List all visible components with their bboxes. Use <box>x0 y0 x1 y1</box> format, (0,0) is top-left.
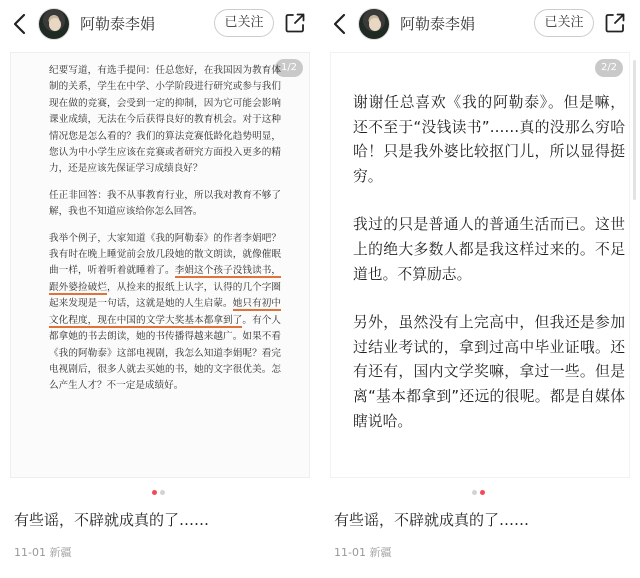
page-indicator: 1/2 <box>275 59 303 77</box>
paragraph: 任正非回答：我不从事教育行业，所以我对教育不够了解，我也不知道应该给你怎么回答。 <box>49 189 281 218</box>
top-bar <box>0 0 320 48</box>
article-text <box>49 63 281 395</box>
image-card[interactable] <box>10 52 310 478</box>
text-span: 。有个人都拿她的书去朗读，她的书传播得越来越广。如果不看《我的阿勒泰》这部电视剧，我怎么知道李娟呢？看完电视剧后，很多人就去买她的书，她的文字很优美。怎么产生人才？不一定是成绩好。 <box>49 314 282 392</box>
share-icon[interactable] <box>604 12 626 34</box>
carousel-dots <box>470 490 490 496</box>
post-caption: 有些谣，不辟就成真的了…… <box>334 511 530 529</box>
article-text <box>353 91 625 458</box>
chevron-left-icon[interactable] <box>328 10 354 38</box>
post-meta: 11-01 新疆 <box>14 546 72 559</box>
share-icon[interactable] <box>284 12 306 34</box>
image-card[interactable] <box>330 52 630 478</box>
carousel-dot-active <box>480 490 485 495</box>
post-caption: 有些谣，不辟就成真的了…… <box>14 511 210 529</box>
carousel-dot <box>160 490 165 495</box>
paragraph: 谢谢任总喜欢《我的阿勒泰》。但是嘛，还不至于“没钱读书”……真的没那么穷哈哈！只是我外婆比较抠门儿，所以显得挺穷。 <box>353 94 625 185</box>
scrollbar[interactable] <box>633 60 636 200</box>
paragraph: 另外，虽然没有上完高中，但我还是参加过结业考试的，拿到过高中毕业证哦。还有还有，国内文学奖嘛，拿过一些。但是离“基本都拿到”还远的很呢。都是自媒体瞎说哈。 <box>353 314 625 430</box>
post-pane-page-2 <box>320 0 640 578</box>
highlighted-text: 李娟这个孩子没钱读书，跟外婆捡破烂 <box>49 265 282 293</box>
post-meta: 11-01 新疆 <box>334 546 392 559</box>
username[interactable]: 阿勒泰李娟 <box>400 15 476 33</box>
carousel-dot <box>472 490 477 495</box>
page-indicator: 2/2 <box>595 59 623 77</box>
text-span: 我举个例子，大家知道《我的阿勒泰》的作者李娟吧？我有时在晚上睡觉前会放几段她的散文朗读，就像催眠曲一样，听着听着就睡着了。 <box>49 232 281 277</box>
highlighted-text: 她只有初中文化程度，现在中国的文学大奖基本都拿到了 <box>49 298 282 326</box>
paragraph: 我过的只是普通人的普通生活而已。这世上的绝大多数人都是我这样过来的。不足道也。不算励志。 <box>353 216 625 283</box>
paragraph <box>49 231 281 395</box>
paragraph: 纪要写道，有选手提问：任总您好，在我国因为教育体制的关系，学生在中学、小学阶段进行研究或参与我们现在做的竞赛，会受到一定的抑制，因为它可能会影响课业成绩，无法在今后获得良好的教育机会。对于这种情况您是怎么看的？我们的算法竞赛低龄化趋势明显，您认为中小学生应该在竞赛或者研究方面投入更多的精力，还是应该先保证学习成绩良好？ <box>49 65 281 175</box>
username[interactable]: 阿勒泰李娟 <box>80 15 156 33</box>
follow-button[interactable]: 已关注 <box>534 9 594 37</box>
carousel-dots <box>150 490 170 496</box>
text-span: ，从捡来的报纸上认字，认得的几个字圈起来发现是一句话，这就是她的人生启蒙。 <box>49 281 282 310</box>
avatar[interactable] <box>358 8 390 40</box>
chevron-left-icon[interactable] <box>8 10 34 38</box>
top-bar <box>320 0 640 48</box>
carousel-dot-active <box>152 490 157 495</box>
follow-button[interactable]: 已关注 <box>214 9 274 37</box>
avatar[interactable] <box>38 8 70 40</box>
